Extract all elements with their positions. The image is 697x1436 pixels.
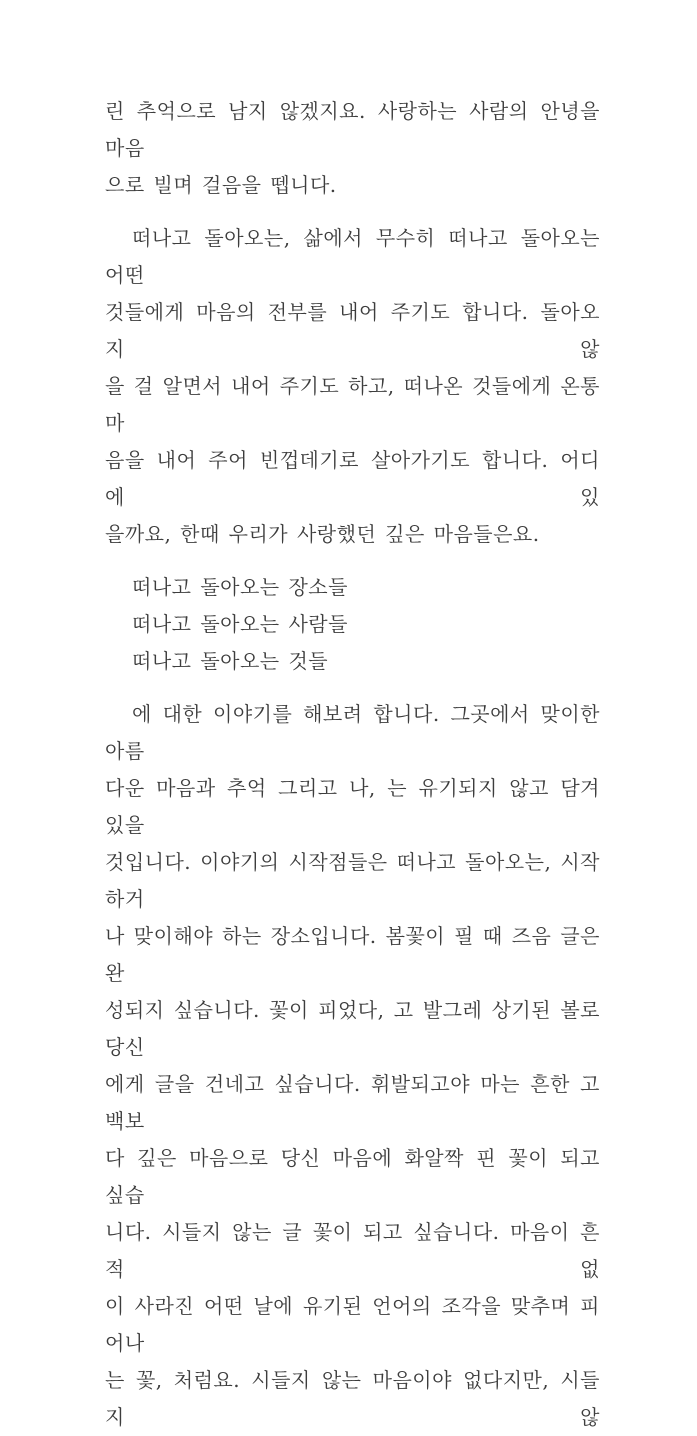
text-line: 이 사라진 어떤 날에 유기된 언어의 조각을 맞추며 피어나 <box>105 1294 600 1355</box>
text-line: 으로 빌며 걸음을 뗍니다. <box>105 173 337 197</box>
text-line: 떠나고 돌아오는, 삶에서 무수히 떠나고 돌아오는 어떤 <box>105 226 600 287</box>
text-line: 을 걸 알면서 내어 주기도 하고, 떠나온 것들에게 온통 마 <box>105 374 600 435</box>
text-line: 다운 마음과 추억 그리고 나, 는 유기되지 않고 담겨 있을 <box>105 776 600 837</box>
text-line: 다 깊은 마음으로 당신 마음에 화알짝 핀 꽃이 되고 싶습 <box>105 1146 600 1207</box>
text-line: 린 추억으로 남지 않겠지요. 사랑하는 사람의 안녕을 마음 <box>105 99 600 160</box>
text-line: 을까요, 한때 우리가 사랑했던 깊은 마음들은요. <box>105 522 540 546</box>
verse-line: 떠나고 돌아오는 장소들 <box>132 575 348 599</box>
text-line: 에게 글을 건네고 싶습니다. 휘발되고야 마는 흔한 고백보 <box>105 1072 600 1133</box>
text-line: 것들에게 마음의 전부를 내어 주기도 합니다. 돌아오지 않 <box>105 300 600 361</box>
text-line: 는 꽃, 처럼요. 시들지 않는 마음이야 없다지만, 시들지 않 <box>105 1368 600 1429</box>
text-line: 니다. 시들지 않는 글 꽃이 되고 싶습니다. 마음이 흔적 없 <box>105 1220 600 1281</box>
verse-line: 떠나고 돌아오는 것들 <box>132 649 329 673</box>
text-line: 음을 내어 주어 빈껍데기로 살아가기도 합니다. 어디에 있 <box>105 448 600 509</box>
text-line: 성되지 싶습니다. 꽃이 피었다, 고 발그레 상기된 볼로 당신 <box>105 998 600 1059</box>
text-block <box>105 93 600 1436</box>
text-line: 에 대한 이야기를 해보려 합니다. 그곳에서 맞이한 아름 <box>105 702 600 763</box>
text-line: 나 맞이해야 하는 장소입니다. 봄꽃이 필 때 즈음 글은 완 <box>105 924 600 985</box>
verse-line: 떠나고 돌아오는 사람들 <box>132 612 348 636</box>
text-line: 것입니다. 이야기의 시작점들은 떠나고 돌아오는, 시작하거 <box>105 850 600 911</box>
